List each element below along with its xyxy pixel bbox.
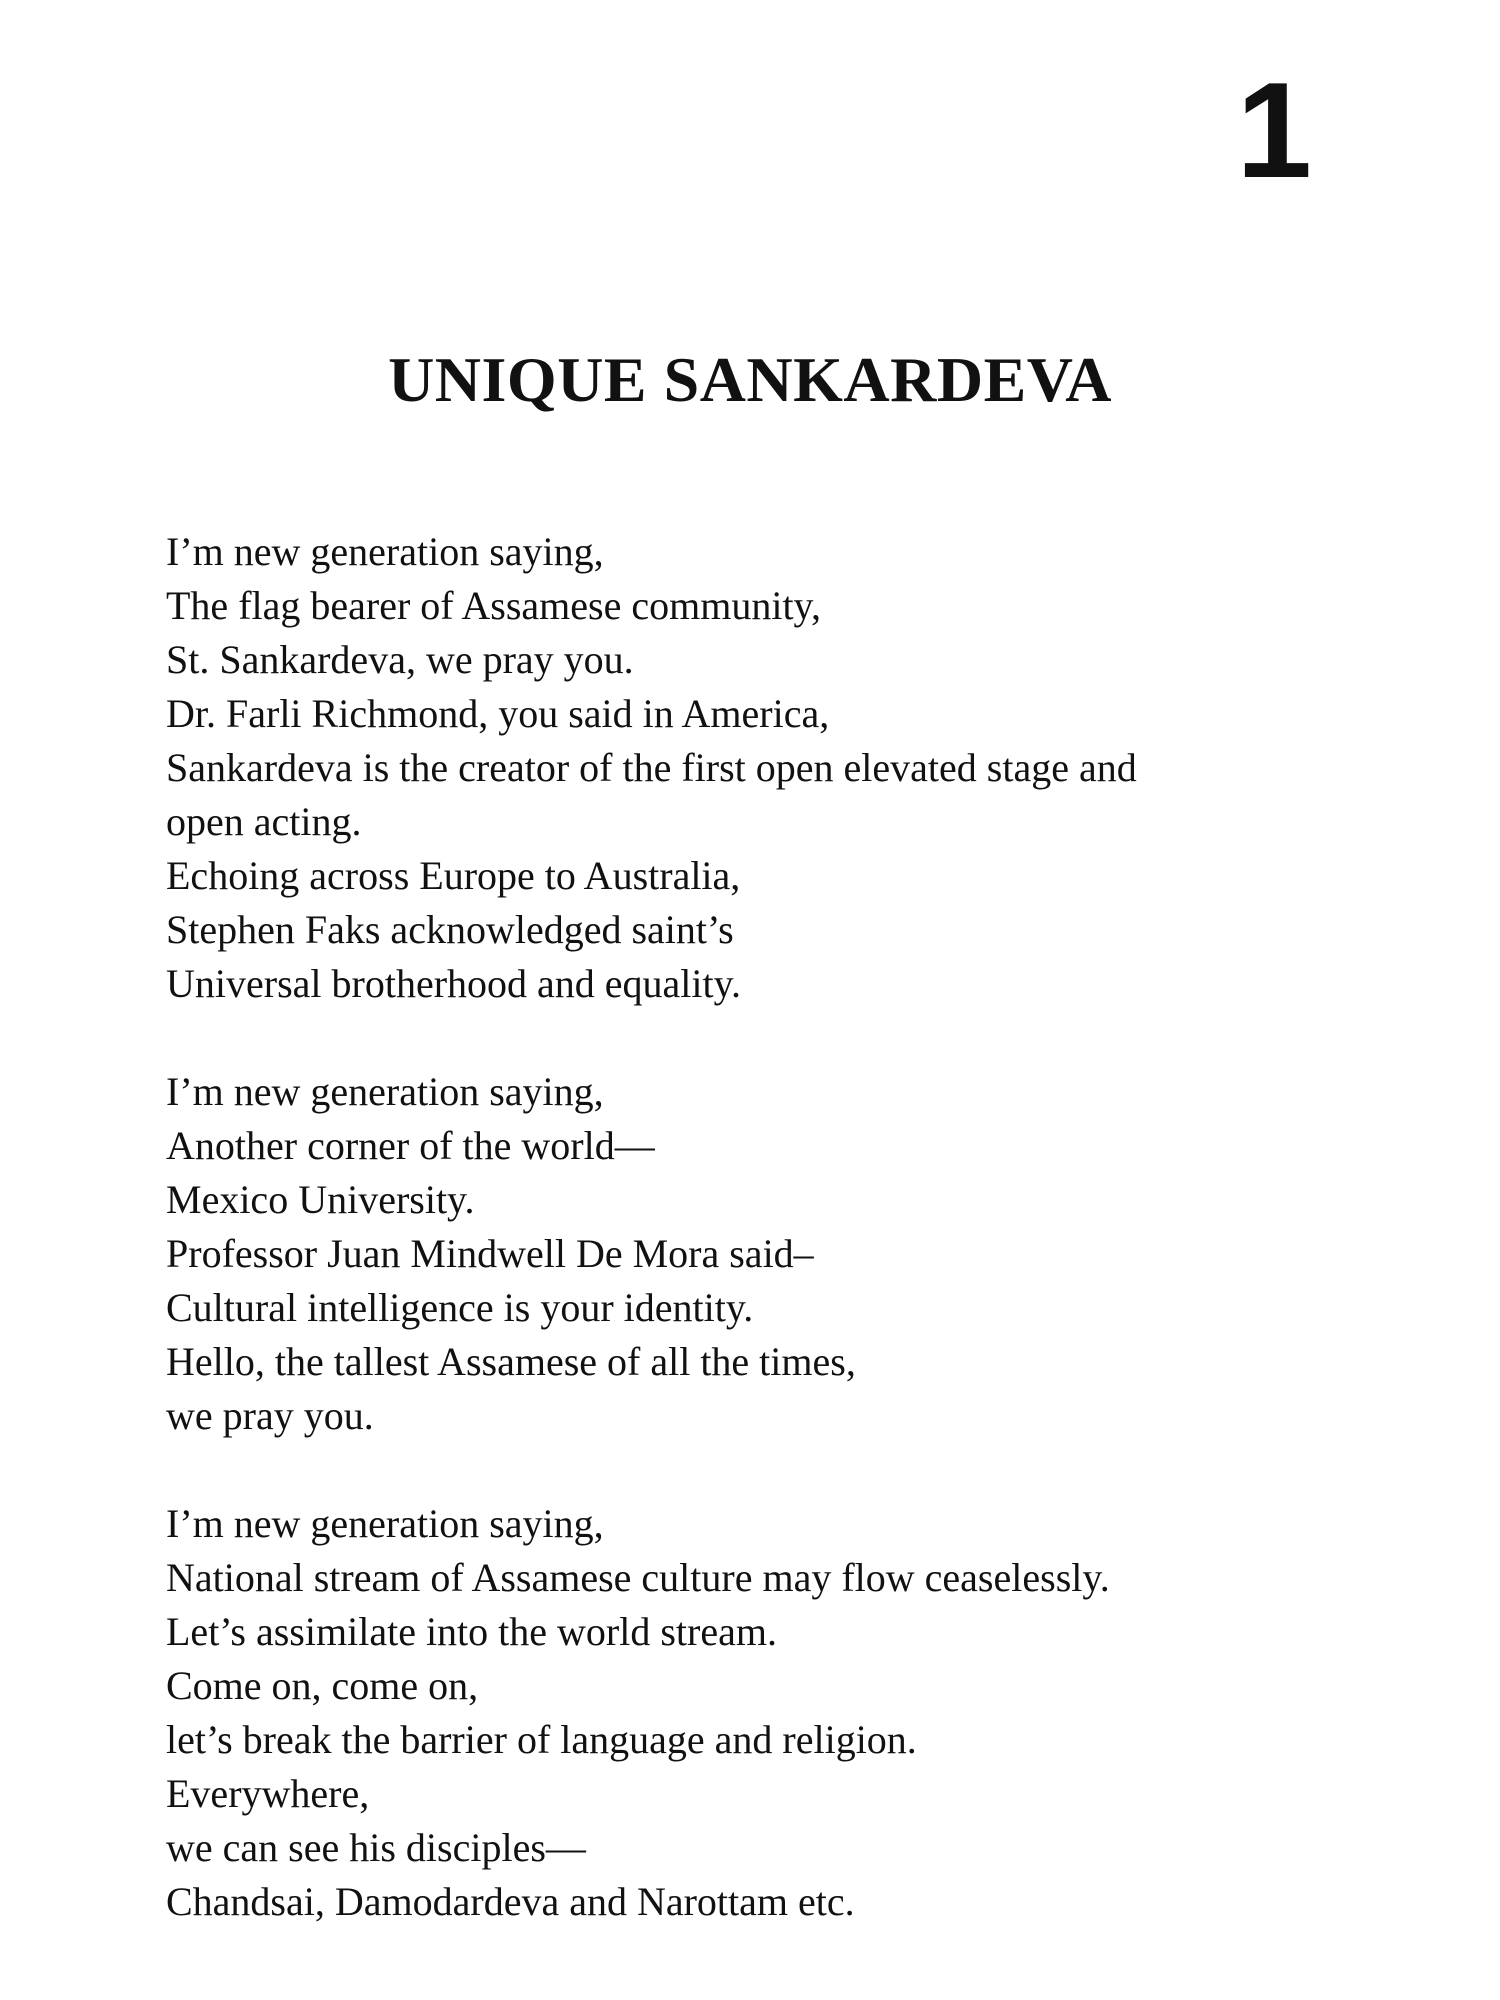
poem-line: Another corner of the world— bbox=[166, 1123, 655, 1168]
poem-line: Stephen Faks acknowledged saint’s bbox=[166, 907, 734, 952]
stanza-2 bbox=[166, 1065, 1366, 1443]
poem-line: Professor Juan Mindwell De Mora said– bbox=[166, 1231, 814, 1276]
poem-line: National stream of Assamese culture may flow ceaselessly. bbox=[166, 1555, 1110, 1600]
poem-line: Sankardeva is the creator of the first open elevated stage and bbox=[166, 745, 1137, 790]
poem-line: I’m new generation saying, bbox=[166, 529, 604, 574]
poem-body bbox=[166, 525, 1366, 1929]
poem-line: St. Sankardeva, we pray you. bbox=[166, 637, 634, 682]
poem-line: Chandsai, Damodardeva and Narottam etc. bbox=[166, 1879, 855, 1924]
poem-line: we pray you. bbox=[166, 1393, 374, 1438]
poem-line: Echoing across Europe to Australia, bbox=[166, 853, 741, 898]
poem-line: I’m new generation saying, bbox=[166, 1501, 604, 1546]
poem-line: Mexico University. bbox=[166, 1177, 475, 1222]
poem-line: I’m new generation saying, bbox=[166, 1069, 604, 1114]
poem-line: Everywhere, bbox=[166, 1771, 370, 1816]
poem-line: let’s break the barrier of language and religion. bbox=[166, 1717, 917, 1762]
page-title: UNIQUE SANKARDEVA bbox=[388, 344, 1112, 415]
poem-line: Universal brotherhood and equality. bbox=[166, 961, 742, 1006]
poem-line: open acting. bbox=[166, 799, 362, 844]
poem-line: Let’s assimilate into the world stream. bbox=[166, 1609, 777, 1654]
poem-line: The flag bearer of Assamese community, bbox=[166, 583, 821, 628]
poem-line: Hello, the tallest Assamese of all the times, bbox=[166, 1339, 856, 1384]
chapter-number: 1 bbox=[1236, 54, 1312, 206]
stanza-3 bbox=[166, 1497, 1366, 1929]
poem-line: Cultural intelligence is your identity. bbox=[166, 1285, 754, 1330]
poem-line: we can see his disciples— bbox=[166, 1825, 586, 1870]
stanza-1 bbox=[166, 525, 1366, 1011]
poem-line: Dr. Farli Richmond, you said in America, bbox=[166, 691, 830, 736]
poem-line: Come on, come on, bbox=[166, 1663, 479, 1708]
